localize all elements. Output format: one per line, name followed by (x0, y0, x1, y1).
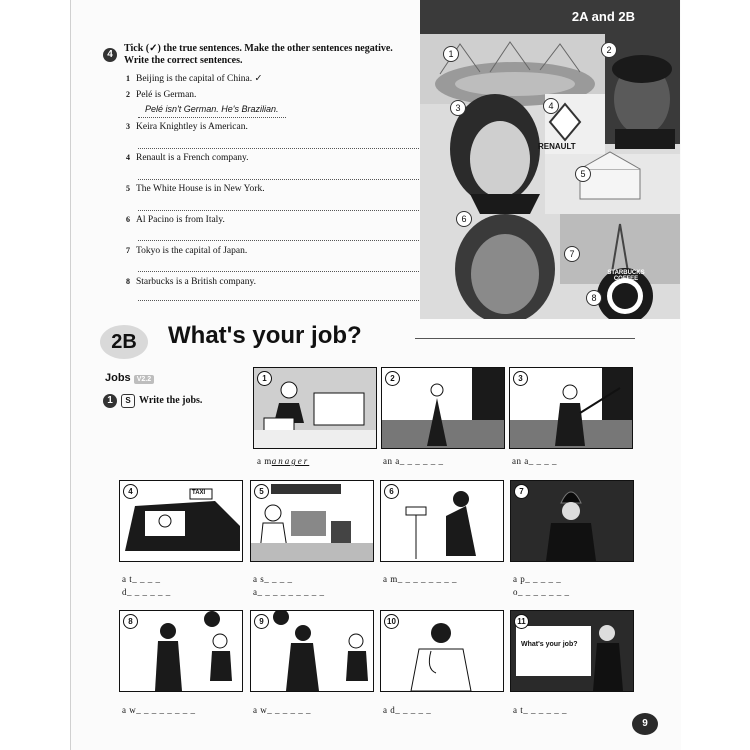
job-card-9: 9 (250, 610, 374, 692)
sentence-5: 5 The White House is in New York. (126, 184, 265, 194)
example-answer: Pelé isn't German. He's Brazilian. (145, 104, 279, 114)
answer-1[interactable]: a manager (257, 456, 310, 466)
section-badge: 2B (100, 325, 148, 359)
actor-illustration (510, 368, 632, 448)
vocab-tag: V2.2 (134, 375, 154, 384)
answer-line-6[interactable] (138, 239, 443, 241)
answer-line-5[interactable] (138, 209, 443, 211)
taxi-driver-illustration (120, 481, 242, 561)
waiter-illustration (251, 611, 373, 691)
photo-label-5: 5 (575, 166, 591, 182)
photo-label-1: 1 (443, 46, 459, 62)
unit-header (420, 0, 680, 34)
shop-assistant-illustration (251, 481, 373, 561)
answer-10[interactable]: a d_ _ _ _ _ (383, 705, 432, 715)
police-officer-illustration (511, 481, 633, 561)
renault-logo-text: RENAULT (538, 142, 576, 151)
exercise-4-number: 4 (103, 44, 117, 62)
answer-7-line2[interactable]: o_ _ _ _ _ _ _ (513, 587, 570, 597)
section-title-rule (415, 338, 635, 339)
sentence-1: 1 Beijing is the capital of China. ✓ (126, 74, 263, 84)
jobs-heading: Jobs V2.2 (105, 372, 154, 384)
answer-2[interactable]: an a_ _ _ _ _ _ (383, 456, 444, 466)
answer-line-2 (138, 116, 286, 118)
photo-collage (420, 34, 680, 319)
board-text: What's your job? (521, 641, 578, 648)
page-number: 9 (632, 713, 658, 735)
sentence-4: 4 Renault is a French company. (126, 153, 249, 163)
sentence-7: 7 Tokyo is the capital of Japan. (126, 246, 248, 256)
job-card-4: 4 TAXI (119, 480, 243, 562)
answer-11[interactable]: a t_ _ _ _ _ _ (513, 705, 567, 715)
answer-3[interactable]: an a_ _ _ _ (512, 456, 557, 466)
waitress-illustration (120, 611, 242, 691)
teacher-illustration (511, 611, 633, 691)
job-card-7: 7 (510, 480, 634, 562)
answer-9[interactable]: a w_ _ _ _ _ _ (253, 705, 311, 715)
job-card-2: 2 (381, 367, 505, 449)
photo-label-7: 7 (564, 246, 580, 262)
sentence-2: 2 Pelé is German. (126, 90, 197, 100)
job-card-8: 8 (119, 610, 243, 692)
answer-4-line2[interactable]: d_ _ _ _ _ _ (122, 587, 171, 597)
jobs-exercise-row (103, 390, 202, 408)
answer-line-7[interactable] (138, 270, 443, 272)
photo-label-6: 6 (456, 211, 472, 227)
sentence-6: 6 Al Pacino is from Italy. (126, 215, 225, 225)
answer-line-3[interactable] (138, 147, 443, 149)
answer-4[interactable]: a t_ _ _ _ (122, 574, 161, 584)
job-card-11: 11 What's your job? (510, 610, 634, 692)
actress-illustration (382, 368, 504, 448)
jobs-exercise-number: 1 (103, 394, 117, 408)
answer-8[interactable]: a w_ _ _ _ _ _ _ _ (122, 705, 196, 715)
answer-line-4[interactable] (138, 178, 443, 180)
photo-label-3: 3 (450, 100, 466, 116)
section-title: What's your job? (168, 322, 362, 349)
jobs-instruction: Write the jobs. (139, 395, 203, 406)
photo-label-8: 8 (586, 290, 602, 306)
unit-header-title: 2A and 2B (571, 9, 635, 24)
answer-5-line2[interactable]: a_ _ _ _ _ _ _ _ _ (253, 587, 325, 597)
job-card-10: 10 (380, 610, 504, 692)
answer-5[interactable]: a s_ _ _ _ (253, 574, 293, 584)
job-card-5: 5 (250, 480, 374, 562)
photo-label-2: 2 (601, 42, 617, 58)
job-card-1: 1 (253, 367, 377, 449)
job-card-3: 3 (509, 367, 633, 449)
taxi-sign-text: TAXI (192, 490, 206, 496)
doctor-illustration (381, 611, 503, 691)
exercise-4-instruction: Tick (✓) the true sentences. Make the other sentences negative. Write the correct sentences. (124, 43, 393, 66)
starbucks-logo-text: STARBUCKS COFFEE (607, 270, 645, 282)
s-box-icon: S (121, 394, 135, 408)
answer-line-8[interactable] (138, 299, 443, 301)
musician-illustration (381, 481, 503, 561)
photo-label-4: 4 (543, 98, 559, 114)
sentence-8: 8 Starbucks is a British company. (126, 277, 256, 287)
job-card-6: 6 (380, 480, 504, 562)
manager-illustration (254, 368, 376, 448)
answer-6[interactable]: a m_ _ _ _ _ _ _ _ (383, 574, 457, 584)
sentence-3: 3 Keira Knightley is American. (126, 122, 248, 132)
answer-7[interactable]: a p_ _ _ _ _ (513, 574, 562, 584)
